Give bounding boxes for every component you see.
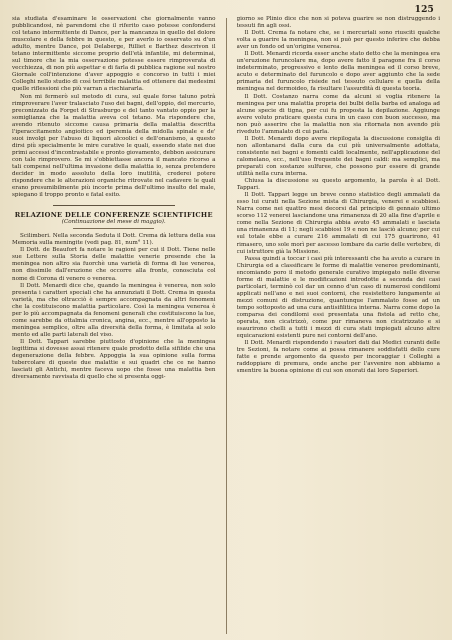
paragraph: Il Dott. Tappari legge un breve cenno statistico degli ammalati da esso lui curati nella Sezione mista di Chirurgia, venerei e scabbiosi. Narra come nei quattro mesi decorsi dal principio di gennaio ultimo scorso 112 venerei lasciandone una rimanenza di 20 alla fine d'aprile e come nella Sezione di Chirurgia abbia avuto 45 ammalati e lasciata una rimanenza di 11; negli scabbiosi 19 e non ne lasciò alcuno; per cui sul totale ebbe a curare 216 ammalati di cui 175 guarirono, 41 rimasero, uno sole morì per ascesso lombare da carie delle vertebre, di cui istruttore già la Missione. (236, 192, 440, 255)
page-number: 125 (414, 5, 434, 15)
paragraph: Il Dott. Crema fa notare che, se i mercuriali sono riusciti qualche volta a guarire la meningea, non si può per questo inferire che debba aver un fondo od un'origine venerea. (236, 30, 440, 51)
paragraph: Il Dott. Menardi dopo avere riepilogata la discussione consiglia di non allontanarsi dalla cura da cui più universalmente adottata, consistente nei bagni e fomenti caldi localmente, nell'applicazione del calomelano, ecc., nell'uso frequente dei bagni caldi: ma semplici, ma preparati con sostanze sulfuree, che possono pur essere di grande utilità nella cura interna. (236, 135, 440, 178)
paragraph: Il Dott. Menardi ricorda esser anche stato detto che la meningea era un'eruzione furuncolare ma, dopo avere fatto il paragone fra il corso indeterminato, progressivo e lento della meningea ed il corso breve, acuto e determinato del furuncolo e dopo aver aggiunto che la sede primaria del furuncolo risiede nel tessuto cellulare e quella della meningea nel dermoideo, fa risultare l'assurdità di questa teoria. (236, 51, 440, 93)
column-rule (226, 18, 227, 634)
paragraph: giorno se Plinio dice che non si poteva guarire se non distruggendo i tessuti fin agli ossi. (236, 16, 440, 30)
paragraph: Passa quindi a toccar i casi più interessanti che ha avuto a curare in Chirurgia ed a classificare le forme di malattie veneree predominanti, encomiando poro il metodo generale curativo impiegato nelle diverse forme di malattie e le modificazioni introdotte a seconda dei casi particolari, terminò col dar un cenno d'un caso di numerosi condilomi applicati nell'ano e nei suoi contorni, che resistettero lungamente ai mezzi comuni di distruzione, quantunque l'ammalato fosse ad un tempo sottoposto ad una cura antisifilitica interna. Narra come dopo la comparsa dei condilomi essi presentata una fistola ad retto che, operata, non cicatrizzò, come pur rimaneva non cicatrizzato e si esaurirono chelli a tutti i mezzi di cura stati impiegati alcuno altre equicarazioni esistenti pure nei contorni dell'ano. (236, 255, 440, 340)
paragraph: sia studiata d'esaminare le osservazioni che giornalmente vanno pubblicandosi, nè parendomi che il riferito caso potesse confondersi col tetano intermittente di Dance, per la mancanza in quello del dolore muscolare e della febbre in questo, e per averlo io osservato su d'un adulto, mentre Dance, poi Delaberge, Rilliet e Barthez descrivon il tetano intermittente siccome proprio dell'età infantile, mi determinai, sul timore che la mia osservazione potesse essere rimproverata di vecchiezza, di non più aspettar e di farla di pubblica ragione sul nostro Giornale coll'intenzione d'aver appoggio e concorso in tutti i miei Colleghi nello studio di così terribile malattia ed ottenere dai medesimi quelle riflessioni che più varran a rischiararla. (12, 16, 216, 93)
paragraph: Il Dott. Tappari sarebbe piuttosto d'opinione che la meningea legittima si dovesse assai ritenere quale prodotto della sifilide che una degenerazione della febbre. Appoggia la sua opinione sulla forma tubercolare di queste due malattie e sui quadri che ce ne hanno lasciati gli Antichi, mentre faceva uopo che fosse una malattia ben diversamente ravvisata di quello che si presenta oggi- (12, 338, 216, 381)
paragraph: Il Dott. de Beaufort fa notare le ragioni per cui il Dott. Tiene nelle sue Lettere sulla Storia delle malattie venerie presende che la meningea non altro sia fuorchè una varietà di forma di lue venerea, non dissimile dall'eruzione che occorre alla fronte, conosciuta col nome di Corona di venere o venerea. (12, 247, 216, 282)
paragraph: Non mi fermerò sul metodo di cura, sul quale forse taluno potrà rimproverare l'aver tralasciato l'uso dei bagni, dell'oppio, del mercurio, preconizzato da Forget di Strasburgo e del tanto vantato oppio per la somiglianza che la malattia aveva col tetano. Ma rispondere che, avendo ritenuto siccome causa primaria della malattia descritta l'iperaccitamento angioitico ed iperemia della midolla spinale e de' suoi involgi per l'abuso di liquori alcoolici e dell'onanismo, a questo dirsi più specialmente le mire curative le quali, essendo state nei due primi accessi d'incontrastabile e pronto giovamento, debbon assicurare con tale rimprovero. Se mi s'obbiettasse ancora il mancato ricorso a tali compensi nell'ultima invasione della malattia io, senza pretendere decider in modo assoluto della loro inutilità, crederei potere rispondere che le alterazioni organiche ritrovate nel cadavere le quali erano presumibilmente più incorte prima dell'ultimo insulto del male, spiegano il troppo pronto e fatal esito. (12, 93, 216, 199)
paragraph: Scilimberi. Nella seconda Seduta il Dott. Crema dà lettura della sua Memoria sulla meningite (vedi pag. 81, num° 11). (12, 233, 216, 247)
section-title: RELAZIONE DELLE CONFERENZE SCIENTIFICHE (14, 211, 213, 220)
section-subtitle: (Continuazione del mese di maggio). (61, 219, 166, 226)
title-rule (73, 228, 154, 229)
left-column (12, 16, 216, 636)
paragraph: Il Dott. Menardi dice che, quando la meningea è venerea, non solo presenta i caratteri speciali che ha annunziati il Dott. Crema in questa varietà, ma che oltracciò è sempre accompagnata da altri fenomeni che la costituiscono malattia particolare. Così la meningea venerea è per lo più accompagnata da fenomeni generali che costituiscono la lue, come sarebbe da ottalmia cronica, angina, ecc., mentre all'opposto la meningea semplice, oltre alla diversità della forma, è limitata al solo mento ed alle parti laterali del viso. (12, 282, 216, 338)
text-columns (12, 16, 440, 636)
paragraph: Il Dott. Costanzo narra come da alcuni si voglia ritenere la meningea per una malattia propria dei bulbi della barba ed analoga ad alcune specie di tigna, per cui fu proposta la depilazione. Aggiunge avere voluto praticare questa cura in un caso con buon successo, ma non può asserire che la malattia non sia ritornata non avendo più riveduto l'ammalato di cui parla. (236, 93, 440, 135)
paragraph: Chiusa la discussione su questo argomento, la parola è al Dott. Tappari. (236, 178, 440, 192)
section-divider (53, 205, 175, 206)
paragraph: Il Dott. Menardi rispondendo i rasatori dati dai Medici curanti delle tre Sezioni, fa notare come ai possa rimanere soddisfatti dello cure fatte e prende argomento da questo per incoraggiar i Colleghi a raddoppiare di premura, onde anche per l'avvenire non abbiamo a smentire la buona opinione di cui son onorati dai loro Superiori. (236, 340, 440, 375)
right-column (237, 16, 441, 636)
